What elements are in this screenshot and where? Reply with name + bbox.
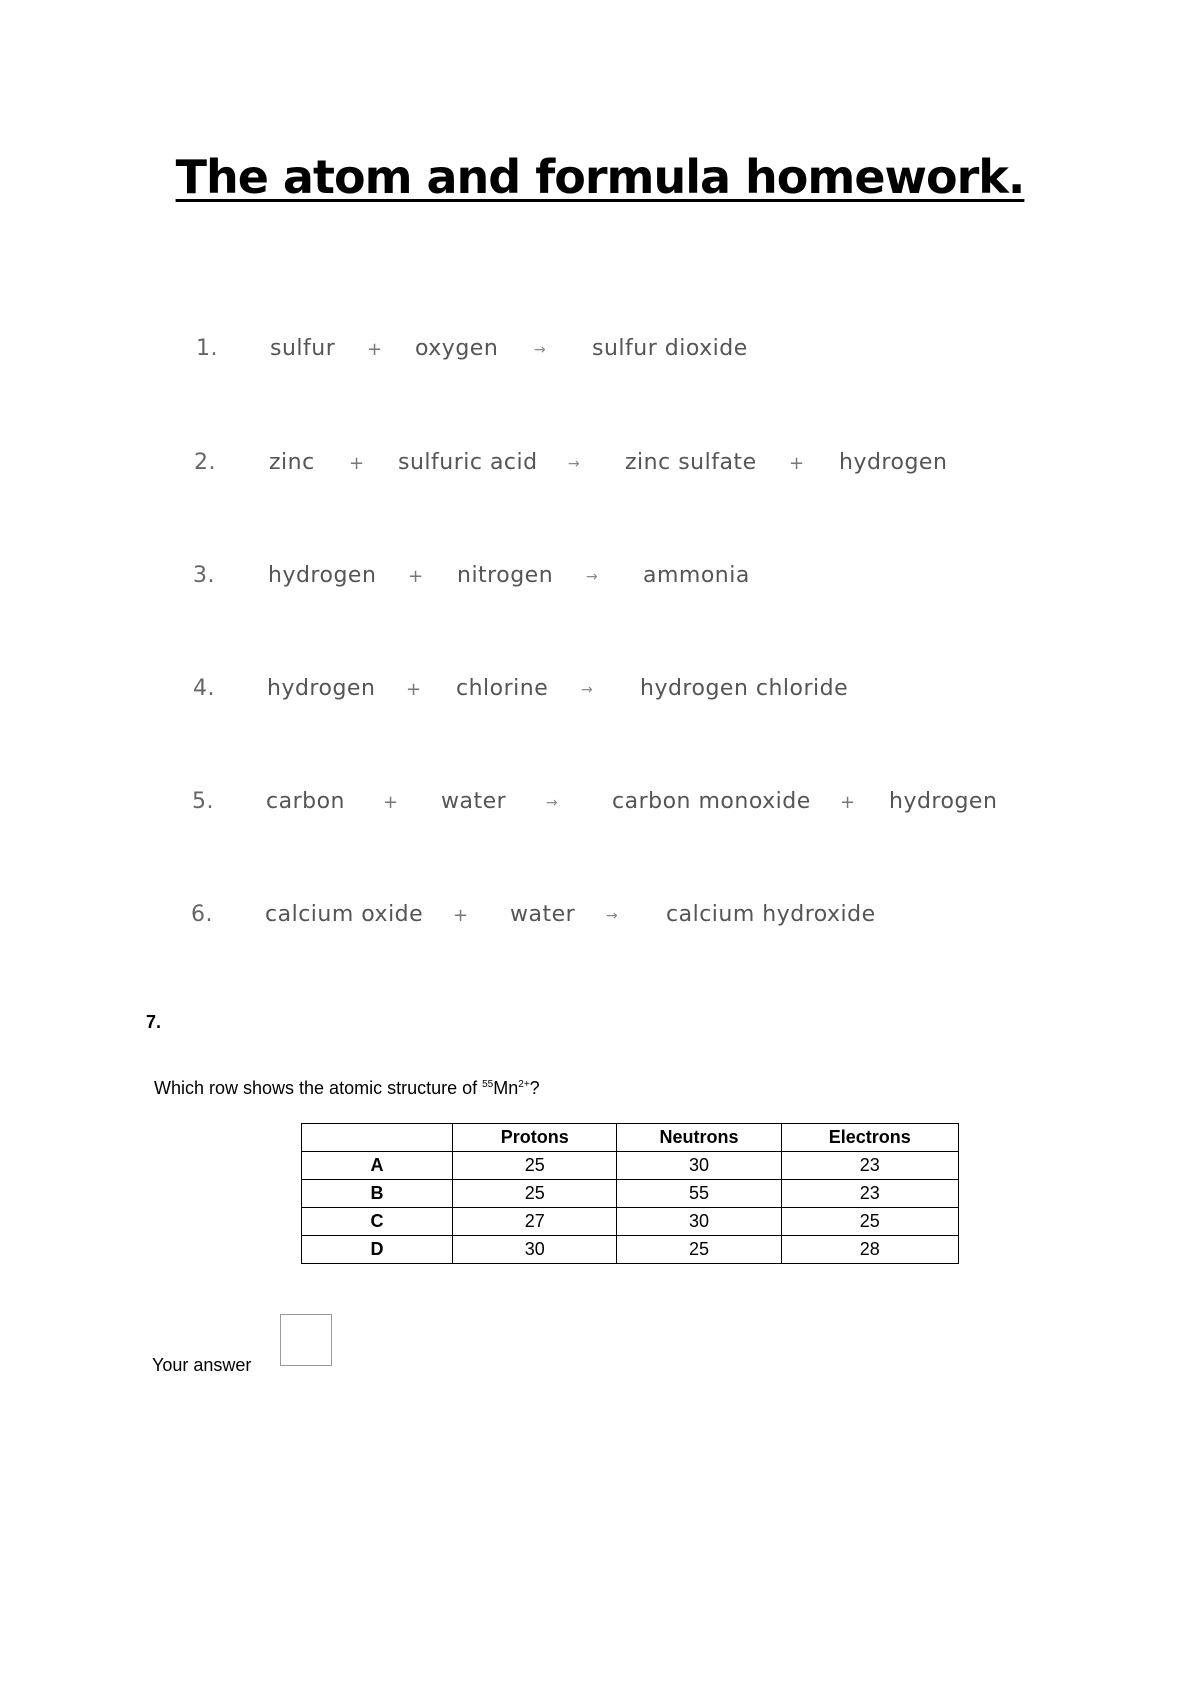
reactant: water [441,789,507,814]
plus-sign: + [840,792,856,813]
page-title: The atom and formula homework. [175,150,1025,204]
column-header: Electrons [781,1124,958,1152]
reaction-arrow-icon: → [568,456,581,472]
table-cell: 28 [781,1236,958,1264]
row-label: B [302,1180,453,1208]
question-prefix: Which row shows the atomic structure of [154,1078,483,1098]
equation-number: 5. [192,789,214,814]
table-cell: 25 [781,1208,958,1236]
column-header: Neutrons [617,1124,781,1152]
answer-box[interactable] [280,1314,332,1366]
table-cell: 23 [781,1152,958,1180]
plus-sign: + [349,453,365,474]
column-header [302,1124,453,1152]
reaction-arrow-icon: → [581,682,594,698]
reaction-arrow-icon: → [546,795,559,811]
question-suffix: ? [529,1078,540,1098]
row-label: C [302,1208,453,1236]
product: hydrogen [839,450,948,475]
equation-number: 4. [193,676,215,701]
product: calcium hydroxide [666,902,876,927]
product: hydrogen chloride [640,676,849,701]
row-label: D [302,1236,453,1264]
question-text [154,1078,540,1099]
atomic-structure-table [301,1123,959,1264]
reactant: sulfuric acid [398,450,538,475]
ion-charge: 2+ [518,1079,530,1090]
reactant: hydrogen [268,563,377,588]
equation-1 [0,336,1200,376]
reactant: sulfur [270,336,336,361]
equation-number: 1. [196,336,218,361]
reactant: carbon [266,789,345,814]
reactant: hydrogen [267,676,376,701]
equation-number: 3. [193,563,215,588]
reactant: oxygen [415,336,499,361]
reactant: zinc [269,450,315,475]
plus-sign: + [406,679,422,700]
element-symbol: Mn [493,1078,519,1098]
reactant: nitrogen [457,563,554,588]
table-row [302,1180,959,1208]
table-row [302,1152,959,1180]
table-cell: 30 [453,1236,617,1264]
reactant: calcium oxide [265,902,424,927]
equation-4 [0,676,1200,716]
table-cell: 25 [617,1236,781,1264]
question-number: 7. [146,1012,162,1032]
column-header: Protons [453,1124,617,1152]
table-cell: 25 [453,1152,617,1180]
plus-sign: + [367,339,383,360]
plus-sign: + [408,566,424,587]
product: zinc sulfate [625,450,757,475]
table-cell: 27 [453,1208,617,1236]
product: ammonia [643,563,750,588]
table-cell: 30 [617,1152,781,1180]
plus-sign: + [789,453,805,474]
reaction-arrow-icon: → [534,342,547,358]
plus-sign: + [453,905,469,926]
reactant: chlorine [456,676,549,701]
reactant: water [510,902,576,927]
reaction-arrow-icon: → [606,908,619,924]
plus-sign: + [383,792,399,813]
equation-number: 2. [194,450,216,475]
reaction-arrow-icon: → [586,569,599,585]
answer-label: Your answer [152,1355,252,1375]
product: hydrogen [889,789,998,814]
equation-3 [0,563,1200,603]
table-header-row [302,1124,959,1152]
product: carbon monoxide [612,789,811,814]
equation-2 [0,450,1200,490]
equation-6 [0,902,1200,942]
table-cell: 23 [781,1180,958,1208]
row-label: A [302,1152,453,1180]
table-cell: 55 [617,1180,781,1208]
mass-number: 55 [482,1079,494,1090]
table-row [302,1208,959,1236]
table-cell: 25 [453,1180,617,1208]
product: sulfur dioxide [592,336,748,361]
table-cell: 30 [617,1208,781,1236]
equation-5 [0,789,1200,829]
equation-number: 6. [191,902,213,927]
table-row [302,1236,959,1264]
